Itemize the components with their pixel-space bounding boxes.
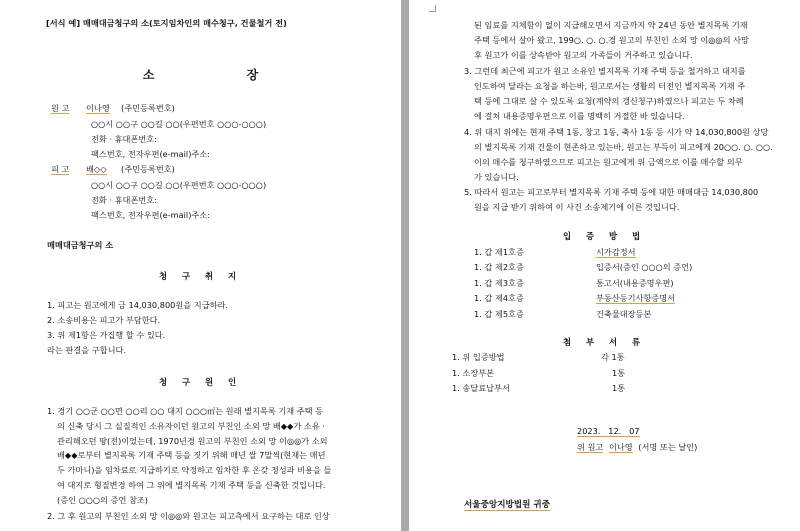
- plaintiff-address: ○○시 ○○구 ○○길 ○○(우편번호 ○○○-○○○): [91, 119, 267, 129]
- cause-line: 원을 지급 받기 위하여 이 사건 소송제기에 이른 것입니다.: [474, 202, 680, 212]
- defendant-role: 피 고: [51, 164, 70, 174]
- evidence-number: 1. 갑 제5호증: [474, 309, 524, 319]
- signature-note: (서명 또는 날인): [638, 442, 698, 452]
- defendant-id-label: (주민등록번호): [121, 164, 175, 174]
- cause-line: 이의 매수를 청구하였으므로 피고는 원고에게 위 금액으로 이를 매수할 의무: [474, 157, 743, 167]
- attachment-count: 1통: [612, 383, 626, 393]
- cause-line: 1. 경기 ○○군 ○○면 ○○리 ○○ 대지 ○○○㎡는 원래 별지목록 기재 주택 등: [47, 406, 324, 416]
- cause-line: 3. 그런데 최근에 피고가 원고 소유인 별지목록 기재 주택 등을 철거하고 대지를: [464, 66, 746, 76]
- evidence-document: 건축물대장등본: [596, 309, 652, 319]
- evidence-section-title: 입 증 방 법: [562, 231, 647, 241]
- defendant-phone: 전화 · 휴대폰번호:: [91, 195, 157, 205]
- cause-line: 관리해오던 땅(전)이었는데, 1970년경 원고의 부친인 소외 망 이◎◎가 소외: [57, 436, 328, 446]
- attachment-name: 1. 위 입증방법: [452, 352, 505, 362]
- form-header: [서식 예] 매매대금청구의 소(토지임차인의 매수청구, 건물철거 전): [46, 18, 287, 28]
- plaintiff-fax: 팩스번호, 전자우편(e-mail)주소:: [91, 149, 210, 159]
- attachment-count: 각 1통: [601, 352, 625, 362]
- cause-line: 택 등에 그대로 살 수 있도록 요청(계약의 갱신청구)하였으나 피고는 두 차례: [474, 96, 744, 106]
- cause-line: 여 대지로 형질변경 하여 그 위에 별지목록 기재 주택 등을 신축한 것입니다.: [57, 480, 326, 490]
- attachment-section-title: 첨 부 서 류: [562, 337, 647, 347]
- cause-line: (증인 ○○○의 증언 참조): [57, 495, 148, 505]
- cause-line: 두 가마니)을 임차료로 지급하기로 약정하고 임차한 후 온갖 정성과 비용을 들: [57, 465, 332, 475]
- cause-line: 2. 그 후 원고의 부친인 소외 망 이◎◎와 원고는 피고측에서 요구하는 대로 인상: [47, 511, 330, 521]
- plaintiff-id-label: (주민등록번호): [121, 103, 175, 113]
- cause-line: 인도하여 달라는 요청을 하는바, 원고로서는 생활의 터전인 별지목록 기재 주: [474, 81, 746, 91]
- document-title: 소 장: [142, 68, 303, 82]
- attachment-count: 1통: [612, 368, 626, 378]
- plaintiff-phone: 전화 · 휴대폰번호:: [91, 134, 157, 144]
- cause-line: 의 별지목록 기재 건물이 현존하고 있는바, 원고는 부득이 피고에게 20○○. ○. ○○.: [474, 142, 773, 152]
- cause-line: 에 걸쳐 내용증명우편으로 이를 명백히 거절한 바 있습니다.: [474, 111, 685, 121]
- cause-section-title: 청 구 원 인: [158, 377, 243, 387]
- cause-line: 5. 따라서 원고는 피고로부터 별지목록 기재 주택 등에 대한 매매대금 14,030,800: [464, 187, 759, 197]
- cause-line: 된 임료를 지체함이 없이 지급해오면서 지금까지 약 24년 동안 별지목록 기재: [474, 20, 748, 30]
- signature-line: [577, 442, 697, 452]
- document-page-2: [409, 0, 800, 531]
- evidence-document: 입증서(증인 ○○○의 증언): [596, 262, 693, 272]
- evidence-number: 1. 갑 제1호증: [474, 247, 524, 257]
- cause-line: 후 원고가 이를 상속받아 원고의 가족들이 거주하고 있습니다.: [474, 50, 693, 60]
- defendant-address: ○○시 ○○구 ○○길 ○○(우편번호 ○○○-○○○): [91, 180, 267, 190]
- margin-corner-mark: [429, 5, 436, 12]
- attachment-name: 1. 소장부본: [452, 368, 495, 378]
- cause-line: 배◆◆로부터 별지목록 기재 주택 등을 짓기 위해 매년 쌀 7말씩(현재는 매년: [57, 450, 326, 460]
- signature-role: 위 원고: [577, 442, 604, 452]
- defendant-name: 배◇◇: [86, 164, 107, 174]
- cause-line: 4. 위 대지 위에는 현재 주택 1동, 창고 1동, 축사 1동 등 시가 약 14,030,800원 상당: [464, 127, 769, 137]
- case-name: 매매대금청구의 소: [47, 240, 114, 250]
- claim-section-title: 청 구 취 지: [158, 271, 243, 281]
- evidence-document: 시가감정서: [596, 247, 636, 257]
- claim-line: 2. 소송비용은 피고가 부담한다.: [47, 315, 161, 325]
- cause-line: 의 신축 당시 그 실질적인 소유자이던 원고의 부친인 소외 망 배◆◆가 소유 ·: [57, 421, 325, 431]
- signature-name: 이나영: [608, 442, 633, 452]
- defendant-fax: 팩스번호, 전자우편(e-mail)주소:: [91, 210, 210, 220]
- evidence-number: 1. 갑 제4호증: [474, 293, 524, 303]
- claim-line: 1. 피고는 원고에게 금 14,030,800원을 지급하라.: [47, 300, 229, 310]
- plaintiff-role: 원 고: [51, 103, 70, 113]
- claim-line: 라는 판결을 구합니다.: [47, 345, 126, 355]
- evidence-number: 1. 갑 제3호증: [474, 278, 524, 288]
- filing-date: 2023. 12. 07: [577, 426, 640, 436]
- cause-line: 주택 등에서 살아 왔고, 199○. ○. ○.경 원고의 부친인 소외 망 이◎◎의 사망: [474, 35, 749, 45]
- claim-line: 3. 위 제1항은 가집행 할 수 있다.: [47, 330, 166, 340]
- evidence-document: 통고서(내용증명우편): [596, 278, 674, 288]
- court-name: 서울중앙지방법원 귀중: [464, 500, 551, 510]
- plaintiff-name: 이나영: [86, 103, 110, 113]
- attachment-name: 1. 송달료납부서: [452, 383, 510, 393]
- cause-line: 가 있습니다.: [474, 172, 519, 182]
- evidence-number: 1. 갑 제2호증: [474, 262, 524, 272]
- evidence-document: 부동산등기사항증명서: [596, 293, 676, 303]
